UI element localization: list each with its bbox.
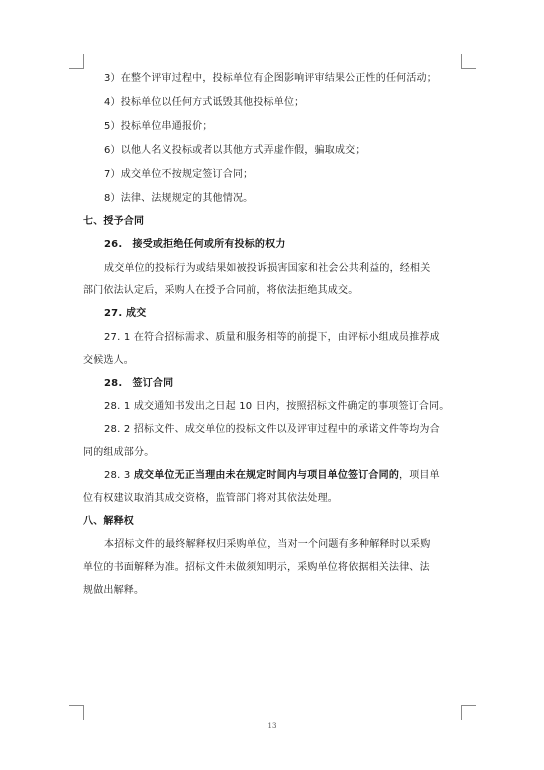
- paragraph-line: 成交单位的投标行为或结果如被投诉损害国家和社会公共利益的，经相关: [104, 263, 431, 274]
- paragraph-line: 同的组成部分。: [83, 447, 155, 458]
- paragraph-line: 单位的书面解释为准。招标文件未做须知明示，采购单位将依据相关法律、法: [83, 562, 430, 573]
- paragraph-text: ，项目单: [399, 470, 440, 481]
- paragraph-line: 27. 1 在符合招标需求、质量和服务相等的前提下，由评标小组成员推荐成: [104, 332, 440, 343]
- list-item: 5）投标单位串通报价；: [104, 121, 213, 132]
- section-heading: 八、解释权: [83, 516, 134, 527]
- clause-heading: 27. 成交: [104, 308, 147, 319]
- bold-text: 成交单位无正当理由未在规定时间内与项目单位签订合同的: [133, 470, 400, 481]
- list-item: 4）投标单位以任何方式诋毁其他投标单位；: [104, 97, 305, 108]
- paragraph-line: 规做出解释。: [83, 585, 145, 596]
- paragraph-line: 本招标文件的最终解释权归采购单位，当对一个问题有多种解释时以采购: [104, 539, 431, 550]
- clause-heading: 28. 签订合同: [104, 378, 174, 389]
- paragraph-line: 交候选人。: [83, 355, 134, 366]
- clause-heading: 26. 接受或拒绝任何或所有投标的权力: [104, 239, 286, 250]
- corner-mark-bottom-left: [69, 705, 84, 720]
- paragraph-line: 28. 2 招标文件、成交单位的投标文件以及评审过程中的承诺文件等均为合: [104, 424, 440, 435]
- list-item: 3）在整个评审过程中，投标单位有企图影响评审结果公正性的任何活动；: [104, 73, 437, 84]
- corner-mark-top-left: [69, 54, 84, 69]
- list-item: 8）法律、法规规定的其他情况。: [104, 193, 254, 204]
- list-item: 6）以他人名义投标或者以其他方式弄虚作假，骗取成交；: [104, 145, 366, 156]
- clause-number: 28. 3: [104, 470, 134, 481]
- paragraph-line: [104, 469, 440, 483]
- corner-mark-bottom-right: [461, 705, 476, 720]
- section-heading: 七、授予合同: [83, 216, 145, 227]
- corner-mark-top-right: [461, 54, 476, 69]
- paragraph-line: 位有权建议取消其成交资格，监管部门将对其依法处理。: [83, 493, 338, 504]
- page-number: 13: [267, 722, 277, 730]
- paragraph-line: 28. 1 成交通知书发出之日起 10 日内，按照招标文件确定的事项签订合同。: [104, 401, 450, 412]
- paragraph-line: 部门依法认定后，采购人在授予合同前，将依法拒绝其成交。: [83, 285, 359, 296]
- list-item: 7）成交单位不按规定签订合同；: [104, 169, 254, 180]
